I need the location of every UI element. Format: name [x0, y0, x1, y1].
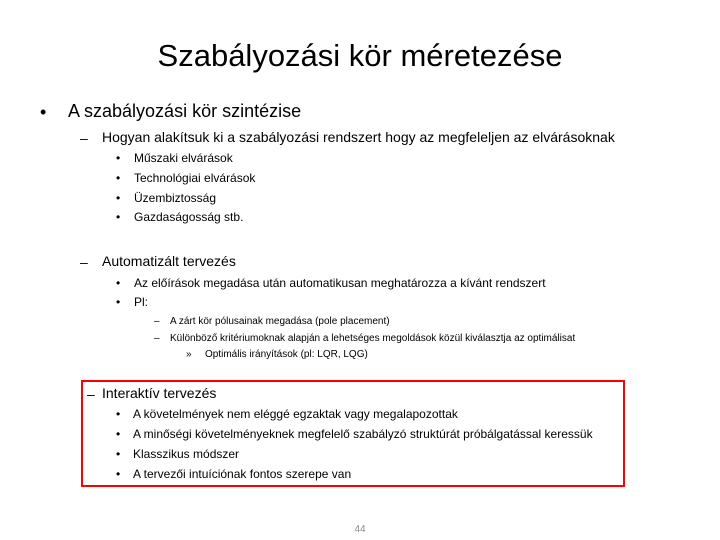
- dash-level2-icon: –: [80, 254, 88, 270]
- chevron-level5-icon: »: [186, 349, 192, 360]
- dash-level2-icon: –: [80, 130, 88, 146]
- requirement-item: Gazdaságosság stb.: [134, 210, 244, 224]
- dash-level4-icon: –: [154, 333, 160, 344]
- interactive-item: Klasszikus módszer: [133, 447, 240, 461]
- bullet-level3-icon: •: [116, 210, 121, 224]
- bullet-level3-icon: •: [116, 447, 121, 461]
- automated-example: A zárt kör pólusainak megadása (pole placement): [170, 316, 390, 327]
- bullet-synthesis: A szabályozási kör szintézise: [68, 101, 302, 121]
- automated-item: Az előírások megadása után automatikusan meghatározza a kívánt rendszert: [134, 276, 546, 290]
- bullet-level3-icon: •: [116, 276, 121, 290]
- bullet-level3-icon: •: [116, 467, 121, 481]
- interactive-design-label: Interaktív tervezés: [102, 385, 217, 401]
- slide-title: Szabályozási kör méretezése: [157, 38, 563, 73]
- automated-example: Különböző kritériumoknak alapján a lehetséges megoldások közül kiválasztja az optimálisat: [170, 333, 576, 344]
- requirement-item: Üzembiztosság: [134, 191, 217, 205]
- bullet-level3-icon: •: [116, 151, 121, 165]
- requirement-item: Technológiai elvárások: [134, 171, 256, 185]
- bullet-level3-icon: •: [116, 427, 121, 441]
- automated-design-label: Automatizált tervezés: [102, 253, 236, 269]
- page-number: 44: [354, 524, 366, 535]
- dash-level4-icon: –: [154, 316, 160, 327]
- interactive-item: A követelmények nem eléggé egzaktak vagy megalapozottak: [133, 407, 458, 421]
- bullet-level1-icon: •: [40, 102, 47, 122]
- bullet-level3-icon: •: [116, 191, 121, 205]
- automated-sub-example: Optimális irányítások (pl: LQR, LQG): [205, 349, 368, 360]
- dash-level2-icon: –: [87, 386, 95, 402]
- bullet-level3-icon: •: [116, 171, 121, 185]
- bullet-level3-icon: •: [116, 407, 121, 421]
- bullet-how-to: Hogyan alakítsuk ki a szabályozási rendszert hogy az megfeleljen az elvárásoknak: [102, 129, 615, 145]
- requirement-item: Műszaki elvárások: [134, 151, 233, 165]
- automated-item: Pl:: [134, 295, 149, 309]
- interactive-item: A tervezői intuíciónak fontos szerepe van: [133, 467, 352, 481]
- bullet-level3-icon: •: [116, 295, 121, 309]
- interactive-item: A minőségi követelményeknek megfelelő szabályzó struktúrát próbálgatással keressük: [133, 427, 593, 441]
